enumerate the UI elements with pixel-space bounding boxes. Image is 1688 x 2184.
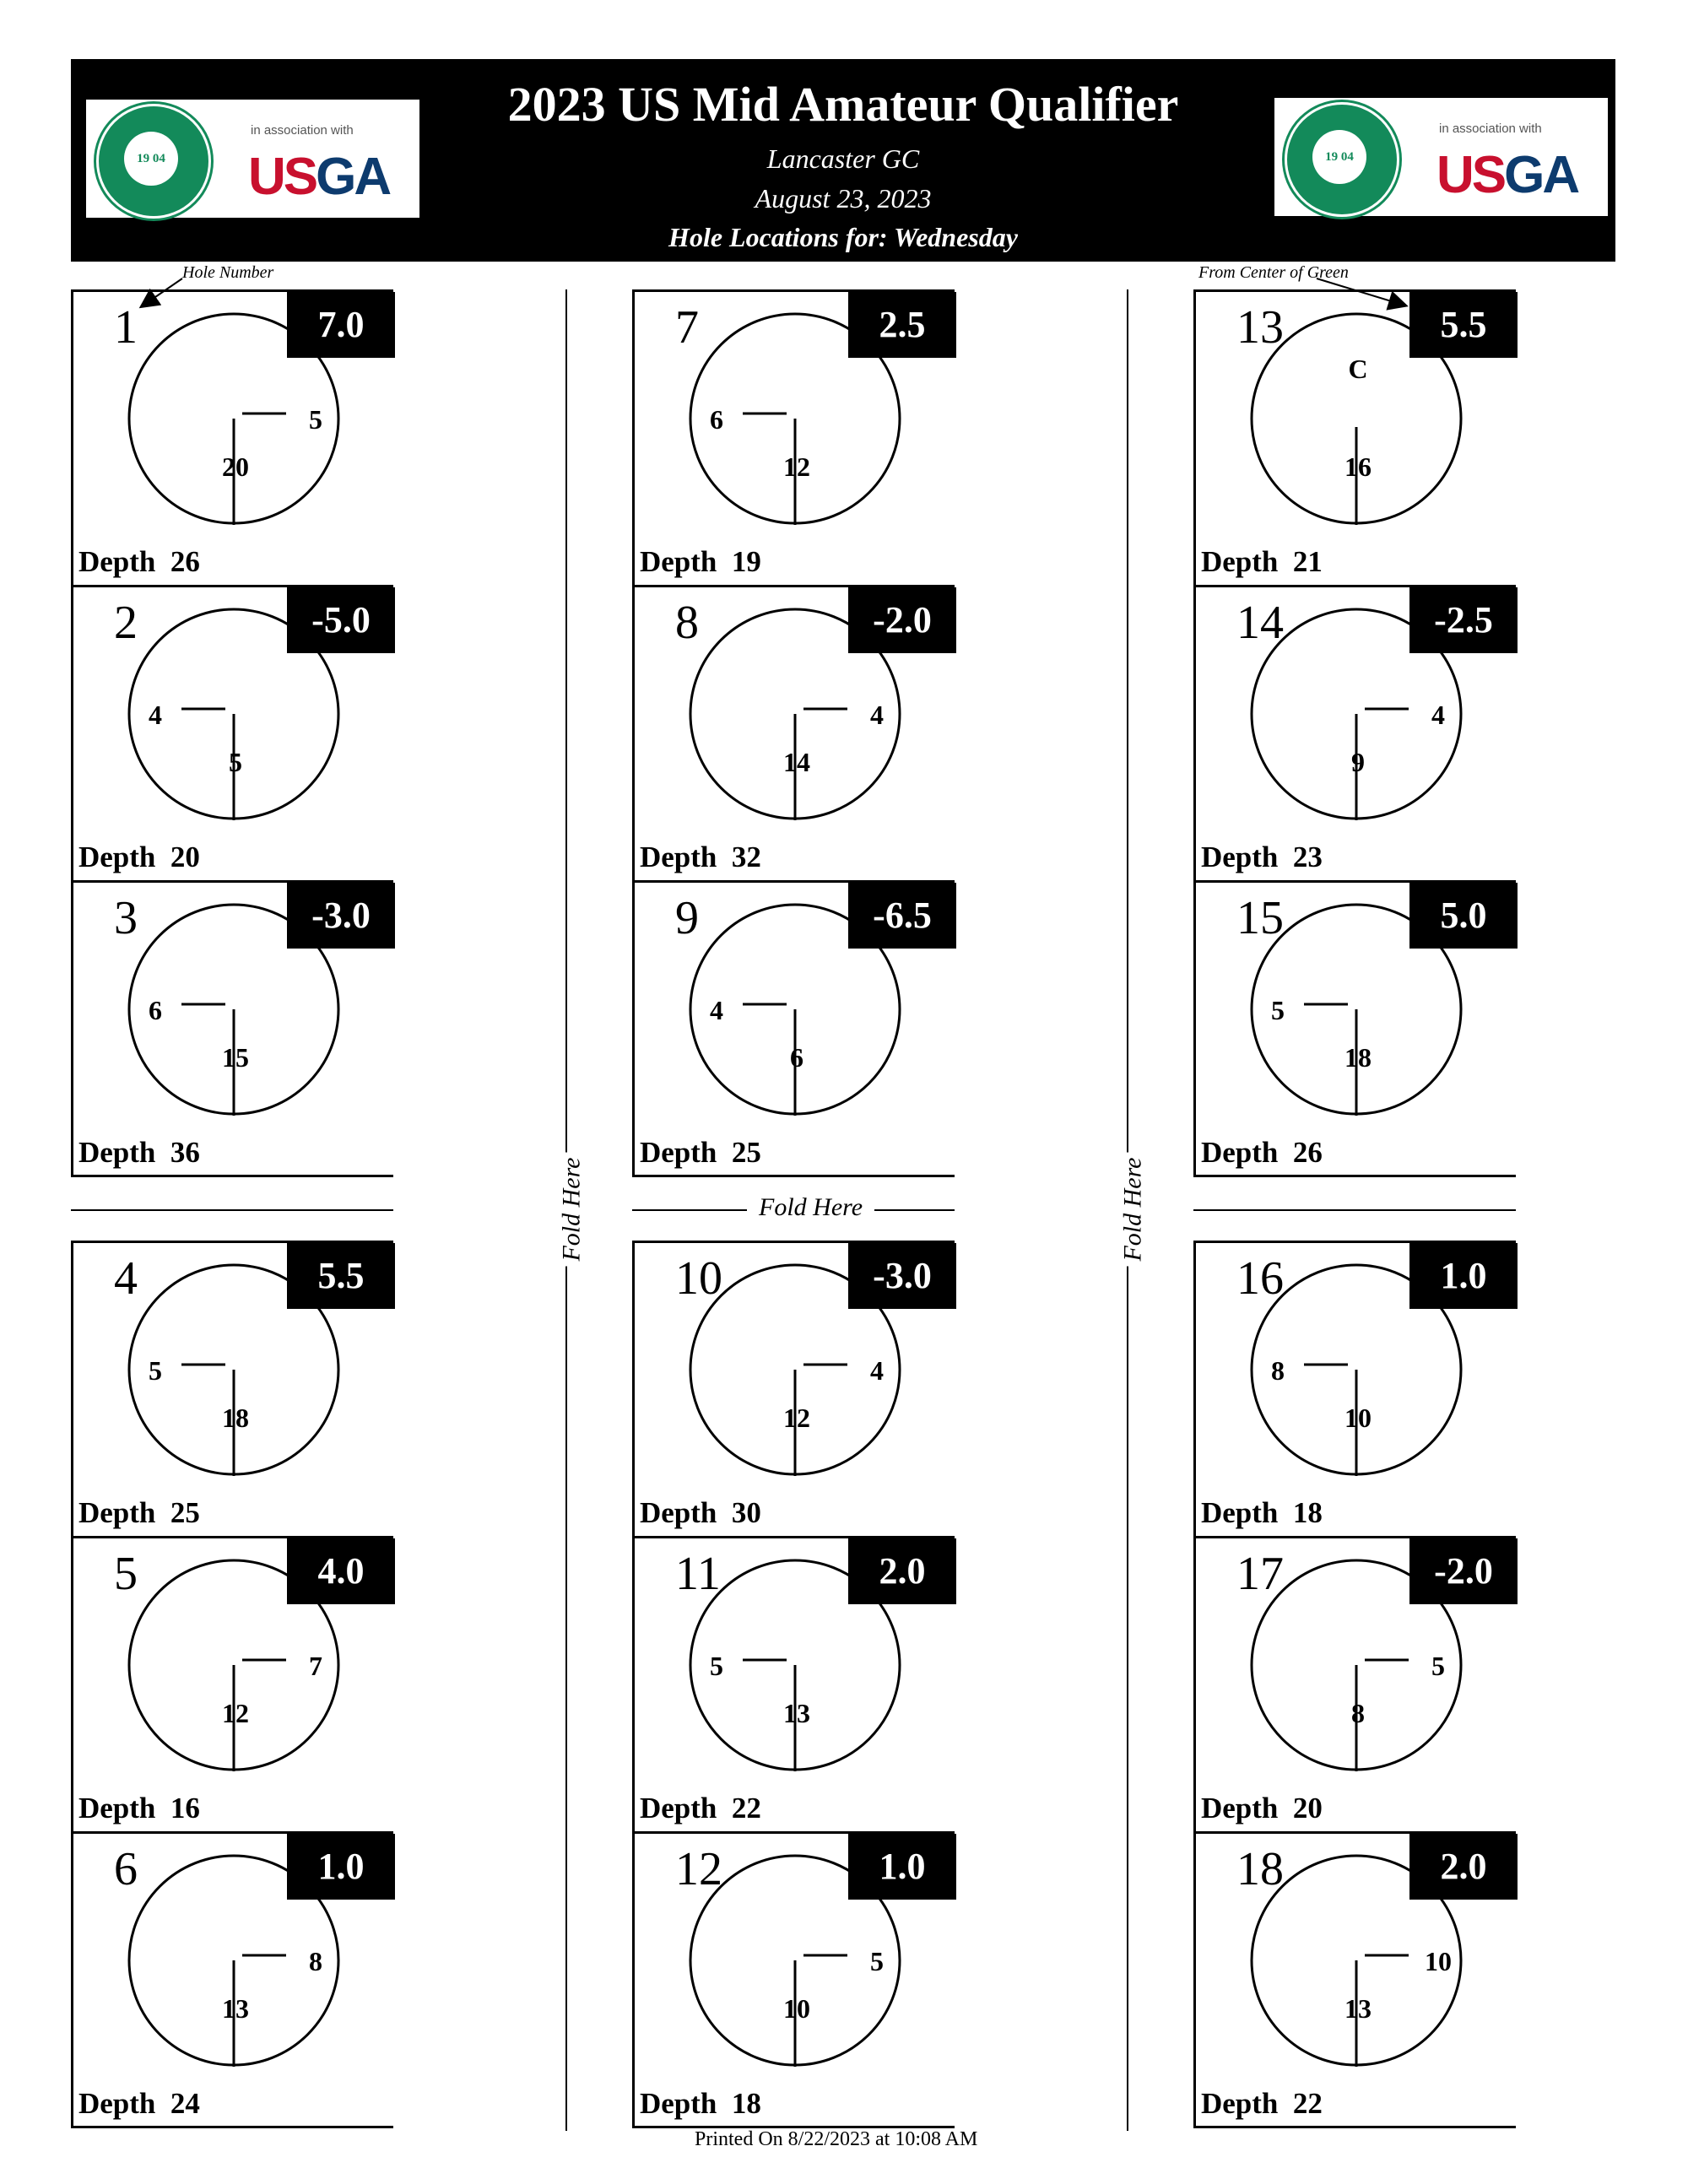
- fold-here-right: Fold Here: [1119, 1152, 1148, 1266]
- hole-card: [1193, 289, 1516, 585]
- front-distance: 12: [783, 451, 810, 482]
- depth-label: Depth 20: [78, 841, 200, 873]
- usga-logo: USGA: [1436, 146, 1578, 204]
- depth-label: Depth 18: [1201, 1496, 1323, 1529]
- side-distance: 5: [149, 1355, 162, 1386]
- course-name: Lancaster GC: [766, 143, 920, 174]
- front-distance: 13: [783, 1698, 810, 1728]
- depth-label: Depth 18: [640, 2087, 761, 2120]
- hole-card: [632, 585, 955, 880]
- depth-label: Depth 21: [1201, 545, 1323, 578]
- front-distance: 18: [1344, 1042, 1372, 1073]
- hole-number: 11: [675, 1548, 721, 1600]
- depth-label: Depth 36: [78, 1136, 200, 1169]
- side-distance: 7: [309, 1651, 322, 1681]
- oga-seal-icon: 19 04: [1285, 102, 1399, 217]
- hole-number: 8: [675, 597, 699, 649]
- side-distance: 4: [149, 700, 162, 730]
- hole-number: 13: [1236, 301, 1284, 354]
- fold-line-h1: [71, 1209, 393, 1211]
- depth-label: Depth 24: [78, 2087, 200, 2120]
- depth-label: Depth 26: [1201, 1136, 1323, 1169]
- side-distance: 5: [309, 404, 322, 435]
- hole-card: [1193, 585, 1516, 880]
- usga-logo: USGA: [248, 148, 390, 206]
- hole-number: 17: [1236, 1548, 1284, 1600]
- side-distance: C: [1348, 354, 1368, 384]
- side-distance: 4: [710, 995, 723, 1025]
- hole-number-annotation: Hole Number: [182, 263, 274, 282]
- hole-card: [632, 1831, 955, 2128]
- hole-number: 14: [1236, 597, 1284, 649]
- depth-label: Depth 25: [78, 1496, 200, 1529]
- front-distance: 12: [783, 1403, 810, 1433]
- side-distance: 5: [1431, 1651, 1445, 1681]
- depth-label: Depth 25: [640, 1136, 761, 1169]
- depth-label: Depth 32: [640, 841, 761, 873]
- depth-label: Depth 30: [640, 1496, 761, 1529]
- logo-assoc-text: in association with: [251, 123, 354, 138]
- offset-badge: 7.0: [287, 292, 395, 358]
- front-distance: 20: [222, 451, 249, 482]
- offset-badge: 1.0: [1409, 1243, 1518, 1309]
- front-distance: 10: [783, 1993, 810, 2024]
- hole-card: [1193, 880, 1516, 1177]
- printed-on: Printed On 8/22/2023 at 10:08 AM: [695, 2128, 978, 2150]
- offset-badge: 2.0: [1409, 1834, 1518, 1900]
- front-distance: 12: [222, 1698, 249, 1728]
- offset-badge: 1.0: [848, 1834, 956, 1900]
- hole-number: 1: [114, 301, 138, 354]
- hole-number: 18: [1236, 1843, 1284, 1895]
- offset-badge: -3.0: [848, 1243, 956, 1309]
- oga-seal-icon: 19 04: [96, 104, 211, 219]
- depth-label: Depth 22: [1201, 2087, 1323, 2120]
- offset-badge: 4.0: [287, 1538, 395, 1604]
- fold-here-left: Fold Here: [558, 1152, 587, 1266]
- side-distance: 6: [149, 995, 162, 1025]
- hole-card: [1193, 1831, 1516, 2128]
- hole-card: [71, 585, 393, 880]
- side-distance: 5: [710, 1651, 723, 1681]
- depth-label: Depth 20: [1201, 1792, 1323, 1825]
- page-title: 2023 US Mid Amateur Qualifier: [507, 77, 1179, 132]
- hole-number: 3: [114, 892, 138, 944]
- side-distance: 8: [309, 1946, 322, 1976]
- hole-card: [632, 1241, 955, 1536]
- offset-badge: 5.5: [1409, 292, 1518, 358]
- hole-number: 7: [675, 301, 699, 354]
- offset-badge: -2.0: [848, 587, 956, 653]
- offset-badge: 5.0: [1409, 883, 1518, 949]
- hole-card: [71, 1831, 393, 2128]
- hole-card: [71, 1536, 393, 1831]
- hole-number: 6: [114, 1843, 138, 1895]
- hole-number: 4: [114, 1252, 138, 1305]
- front-distance: 13: [1344, 1993, 1372, 2024]
- fold-here-center: Fold Here: [747, 1193, 874, 1222]
- side-distance: 6: [710, 404, 723, 435]
- depth-label: Depth 22: [640, 1792, 761, 1825]
- hole-card: [632, 880, 955, 1177]
- hole-card: [632, 1536, 955, 1831]
- side-distance: 10: [1425, 1946, 1452, 1976]
- fold-line-h3: [1193, 1209, 1516, 1211]
- front-distance: 10: [1344, 1403, 1372, 1433]
- offset-badge: 2.0: [848, 1538, 956, 1604]
- front-distance: 6: [790, 1042, 803, 1073]
- hole-card: [632, 289, 955, 585]
- locations-for: Hole Locations for: Wednesday: [668, 222, 1018, 252]
- offset-badge: -2.0: [1409, 1538, 1518, 1604]
- offset-badge: -2.5: [1409, 587, 1518, 653]
- side-distance: 4: [870, 1355, 884, 1386]
- depth-label: Depth 16: [78, 1792, 200, 1825]
- hole-number: 16: [1236, 1252, 1284, 1305]
- hole-card: [71, 1241, 393, 1536]
- front-distance: 13: [222, 1993, 249, 2024]
- offset-badge: -5.0: [287, 587, 395, 653]
- offset-badge: 5.5: [287, 1243, 395, 1309]
- hole-card: [1193, 1536, 1516, 1831]
- side-distance: 8: [1271, 1355, 1285, 1386]
- front-distance: 8: [1351, 1698, 1365, 1728]
- side-distance: 4: [1431, 700, 1445, 730]
- front-distance: 9: [1351, 747, 1365, 777]
- hole-number: 12: [675, 1843, 722, 1895]
- hole-card: [71, 289, 393, 585]
- hole-number: 15: [1236, 892, 1284, 944]
- front-distance: 14: [783, 747, 810, 777]
- depth-label: Depth 26: [78, 545, 200, 578]
- offset-badge: -3.0: [287, 883, 395, 949]
- hole-number: 2: [114, 597, 138, 649]
- front-distance: 5: [229, 747, 242, 777]
- from-center-annotation: From Center of Green: [1198, 263, 1349, 282]
- hole-card: [71, 880, 393, 1177]
- front-distance: 15: [222, 1042, 249, 1073]
- depth-label: Depth 19: [640, 545, 761, 578]
- front-distance: 18: [222, 1403, 249, 1433]
- logo-assoc-text: in association with: [1439, 122, 1542, 136]
- front-distance: 16: [1344, 451, 1372, 482]
- depth-label: Depth 23: [1201, 841, 1323, 873]
- offset-badge: 1.0: [287, 1834, 395, 1900]
- event-date: August 23, 2023: [755, 183, 932, 214]
- hole-card: [1193, 1241, 1516, 1536]
- hole-number: 10: [675, 1252, 722, 1305]
- side-distance: 4: [870, 700, 884, 730]
- offset-badge: -6.5: [848, 883, 956, 949]
- offset-badge: 2.5: [848, 292, 956, 358]
- hole-number: 9: [675, 892, 699, 944]
- side-distance: 5: [1271, 995, 1285, 1025]
- hole-number: 5: [114, 1548, 138, 1600]
- side-distance: 5: [870, 1946, 884, 1976]
